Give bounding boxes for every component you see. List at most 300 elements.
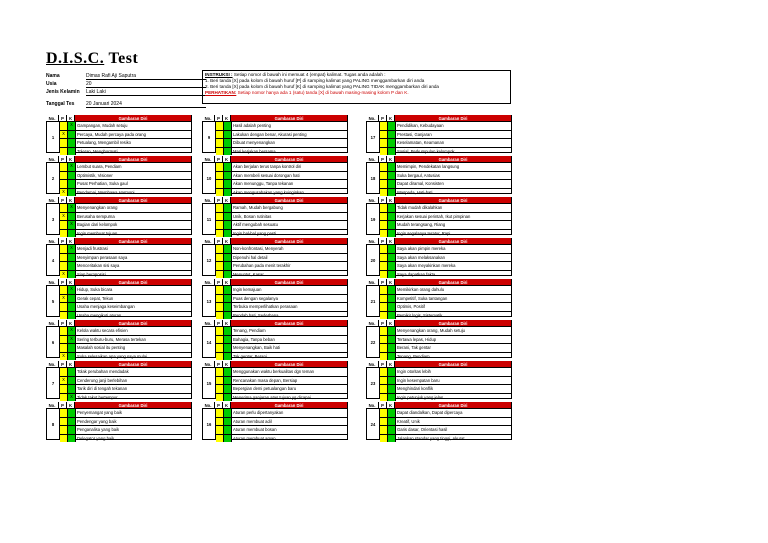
statement-text: Prestasi, Ganjaran bbox=[397, 131, 432, 137]
table-row bbox=[60, 418, 191, 427]
p-cell[interactable] bbox=[60, 303, 68, 311]
k-cell[interactable] bbox=[68, 303, 76, 311]
p-cell[interactable] bbox=[380, 435, 388, 443]
p-cell[interactable] bbox=[216, 426, 224, 434]
p-cell[interactable]: X bbox=[60, 353, 68, 361]
p-cell[interactable] bbox=[380, 245, 388, 253]
p-cell[interactable] bbox=[216, 230, 224, 238]
k-cell[interactable] bbox=[224, 213, 232, 221]
statement-text: Cenderung janji berlebihan bbox=[77, 377, 128, 383]
k-cell[interactable] bbox=[224, 418, 232, 426]
p-cell[interactable] bbox=[216, 172, 224, 180]
k-cell[interactable]: X bbox=[68, 163, 76, 171]
k-cell[interactable] bbox=[388, 139, 396, 147]
k-cell[interactable] bbox=[388, 230, 396, 238]
k-cell[interactable]: X bbox=[68, 204, 76, 212]
k-cell[interactable] bbox=[388, 221, 396, 229]
k-cell[interactable] bbox=[224, 385, 232, 393]
header-no: No. bbox=[366, 361, 379, 367]
table-header bbox=[46, 197, 192, 203]
statement-text: Tenang, Pendiam bbox=[397, 353, 430, 359]
p-cell[interactable] bbox=[60, 245, 68, 253]
k-cell[interactable] bbox=[388, 368, 396, 376]
title-suffix: Test bbox=[104, 50, 139, 67]
header-k: K bbox=[223, 238, 231, 244]
k-cell[interactable] bbox=[388, 180, 396, 188]
p-cell[interactable] bbox=[60, 344, 68, 352]
header-gambaran: Gambaran Diri bbox=[75, 156, 192, 162]
k-cell[interactable] bbox=[224, 303, 232, 311]
p-cell[interactable] bbox=[216, 148, 224, 156]
p-cell[interactable] bbox=[60, 385, 68, 393]
table-row bbox=[60, 385, 191, 394]
header-k: K bbox=[223, 197, 231, 203]
k-cell[interactable]: X bbox=[68, 286, 76, 294]
p-cell[interactable] bbox=[60, 262, 68, 270]
statement-text: Pendengar yang baik bbox=[77, 418, 117, 424]
p-cell[interactable] bbox=[380, 394, 388, 402]
table-row bbox=[216, 394, 347, 402]
table-row bbox=[216, 385, 347, 394]
table-row bbox=[380, 336, 511, 345]
p-cell[interactable] bbox=[60, 327, 68, 335]
table-row bbox=[216, 131, 347, 140]
p-cell[interactable] bbox=[216, 189, 224, 197]
table-row bbox=[216, 303, 347, 312]
p-cell[interactable] bbox=[60, 172, 68, 180]
k-cell[interactable] bbox=[388, 262, 396, 270]
p-cell[interactable] bbox=[216, 353, 224, 361]
k-cell[interactable] bbox=[224, 230, 232, 238]
p-cell[interactable]: X bbox=[60, 213, 68, 221]
k-cell[interactable] bbox=[68, 271, 76, 279]
p-cell[interactable] bbox=[380, 344, 388, 352]
statement-text: Menerima ganjaran atas tujuan yg dicapai bbox=[233, 394, 311, 400]
p-cell[interactable]: X bbox=[60, 131, 68, 139]
header-gambaran: Gambaran Diri bbox=[395, 402, 512, 408]
header-k: K bbox=[223, 115, 231, 121]
header-p: P bbox=[379, 115, 387, 121]
k-cell[interactable] bbox=[388, 418, 396, 426]
k-cell[interactable] bbox=[388, 254, 396, 262]
p-cell[interactable] bbox=[216, 303, 224, 311]
statement-text: Bepergian demi petualangan baru bbox=[233, 386, 297, 391]
k-cell[interactable] bbox=[68, 385, 76, 393]
table-row bbox=[216, 368, 347, 377]
k-cell[interactable] bbox=[68, 262, 76, 270]
p-cell[interactable] bbox=[60, 139, 68, 147]
table-header bbox=[202, 279, 348, 285]
p-cell[interactable]: X bbox=[60, 189, 68, 197]
k-cell[interactable] bbox=[224, 336, 232, 344]
statement-text: Ingin kesempatan baru bbox=[397, 377, 440, 383]
k-cell[interactable] bbox=[388, 271, 396, 279]
k-cell[interactable] bbox=[388, 131, 396, 139]
p-cell[interactable] bbox=[380, 368, 388, 376]
header-no: No. bbox=[202, 279, 215, 285]
p-cell[interactable] bbox=[216, 262, 224, 270]
p-cell[interactable] bbox=[380, 204, 388, 212]
k-cell[interactable] bbox=[68, 148, 76, 156]
k-cell[interactable] bbox=[224, 148, 232, 156]
header-gambaran: Gambaran Diri bbox=[395, 361, 512, 367]
k-cell[interactable] bbox=[68, 189, 76, 197]
header-no: No. bbox=[366, 115, 379, 121]
statement-text: Lembut suara, Pendiam bbox=[77, 164, 122, 169]
k-cell[interactable] bbox=[224, 327, 232, 335]
header-p: P bbox=[215, 279, 223, 285]
k-cell[interactable] bbox=[388, 409, 396, 417]
statement-text: Masalah sosial itu penting bbox=[77, 345, 126, 350]
p-cell[interactable] bbox=[380, 426, 388, 434]
k-cell[interactable] bbox=[224, 189, 232, 197]
k-cell[interactable] bbox=[388, 204, 396, 212]
p-cell[interactable] bbox=[380, 262, 388, 270]
disc-table-9 bbox=[202, 115, 348, 153]
statement-text: Puas dengan segalanya bbox=[233, 295, 278, 301]
p-cell[interactable] bbox=[216, 271, 224, 279]
k-cell[interactable] bbox=[224, 204, 232, 212]
p-cell[interactable]: X bbox=[60, 377, 68, 385]
k-cell[interactable] bbox=[224, 368, 232, 376]
p-cell[interactable] bbox=[60, 204, 68, 212]
k-cell[interactable] bbox=[388, 435, 396, 443]
k-cell[interactable] bbox=[224, 254, 232, 262]
k-cell[interactable] bbox=[68, 409, 76, 417]
k-cell[interactable] bbox=[224, 221, 232, 229]
p-cell[interactable] bbox=[216, 409, 224, 417]
table-row bbox=[60, 409, 191, 418]
statement-text: Memimpin, Pendekatan langsung bbox=[397, 164, 460, 169]
statement-text: Pendidikan, Kebudayaan bbox=[397, 123, 444, 128]
p-cell[interactable] bbox=[216, 295, 224, 303]
table-row bbox=[380, 148, 511, 156]
p-cell[interactable] bbox=[380, 139, 388, 147]
p-cell[interactable] bbox=[380, 409, 388, 417]
instruction-line-1: 1. Beri tanda [X] pada kolom di bawah huruf [P] di samping kalimat yang PALING menggambarkan diri anda bbox=[205, 78, 425, 83]
p-cell[interactable] bbox=[380, 312, 388, 320]
k-cell[interactable] bbox=[68, 368, 76, 376]
header-no: No. bbox=[202, 320, 215, 326]
table-row bbox=[380, 353, 511, 361]
p-cell[interactable] bbox=[60, 336, 68, 344]
k-cell[interactable] bbox=[388, 122, 396, 130]
k-cell[interactable] bbox=[388, 213, 396, 221]
k-cell[interactable] bbox=[224, 353, 232, 361]
k-cell[interactable] bbox=[388, 295, 396, 303]
statement-text: Perubahan pada menit terakhir bbox=[233, 263, 291, 268]
table-row bbox=[60, 139, 191, 148]
k-cell[interactable] bbox=[224, 271, 232, 279]
p-cell[interactable] bbox=[380, 148, 388, 156]
k-cell[interactable] bbox=[224, 312, 232, 320]
p-cell[interactable]: X bbox=[60, 271, 68, 279]
k-cell[interactable] bbox=[68, 377, 76, 385]
p-cell[interactable] bbox=[60, 230, 68, 238]
header-p: P bbox=[379, 238, 387, 244]
p-cell[interactable] bbox=[216, 131, 224, 139]
p-cell[interactable] bbox=[216, 122, 224, 130]
p-cell[interactable] bbox=[216, 435, 224, 443]
header-p: P bbox=[379, 361, 387, 367]
item-number: 7 bbox=[47, 368, 60, 398]
k-cell[interactable] bbox=[68, 172, 76, 180]
p-cell[interactable] bbox=[60, 409, 68, 417]
k-cell[interactable] bbox=[68, 295, 76, 303]
statement-text: Siap beroposisi bbox=[77, 271, 106, 277]
p-cell[interactable] bbox=[216, 327, 224, 335]
p-cell[interactable] bbox=[380, 163, 388, 171]
k-cell[interactable] bbox=[224, 139, 232, 147]
p-cell[interactable] bbox=[60, 148, 68, 156]
k-cell[interactable]: X bbox=[68, 336, 76, 344]
item-number: 13 bbox=[203, 286, 216, 316]
k-cell[interactable] bbox=[388, 148, 396, 156]
k-cell[interactable] bbox=[68, 312, 76, 320]
p-cell[interactable] bbox=[380, 172, 388, 180]
k-cell[interactable] bbox=[388, 245, 396, 253]
p-cell[interactable] bbox=[380, 271, 388, 279]
p-cell[interactable] bbox=[216, 180, 224, 188]
p-cell[interactable] bbox=[216, 254, 224, 262]
header-p: P bbox=[379, 320, 387, 326]
table-row bbox=[60, 131, 191, 140]
p-cell[interactable] bbox=[380, 131, 388, 139]
k-cell[interactable] bbox=[388, 377, 396, 385]
k-cell[interactable] bbox=[68, 213, 76, 221]
k-cell[interactable] bbox=[68, 131, 76, 139]
p-cell[interactable]: X bbox=[60, 295, 68, 303]
p-cell[interactable] bbox=[380, 336, 388, 344]
table-row bbox=[60, 336, 191, 345]
p-cell[interactable] bbox=[380, 254, 388, 262]
k-cell[interactable] bbox=[68, 254, 76, 262]
table-row bbox=[60, 312, 191, 320]
k-cell[interactable] bbox=[224, 262, 232, 270]
statement-text: Hasil adalah penting bbox=[233, 123, 271, 128]
statement-text: Tidak takut bertempur bbox=[77, 394, 118, 400]
p-cell[interactable] bbox=[216, 245, 224, 253]
statement-text: Tarik diri di tengah tekanan bbox=[77, 386, 128, 391]
p-cell[interactable] bbox=[60, 368, 68, 376]
statement-text: Toleran, Menghormati bbox=[77, 148, 118, 154]
k-cell[interactable]: X bbox=[68, 245, 76, 253]
table-row bbox=[216, 245, 347, 254]
header-gambaran: Gambaran Diri bbox=[231, 361, 348, 367]
p-cell[interactable] bbox=[216, 312, 224, 320]
p-cell[interactable] bbox=[216, 286, 224, 294]
k-cell[interactable]: X bbox=[68, 327, 76, 335]
p-cell[interactable] bbox=[380, 213, 388, 221]
table-row bbox=[380, 286, 511, 295]
k-cell[interactable] bbox=[68, 180, 76, 188]
statement-text: Berani, Tak gentar bbox=[397, 345, 431, 350]
statement-text: Saya akan pimpin mereka bbox=[397, 246, 446, 251]
statement-text: Penyemangat yang baik bbox=[77, 410, 122, 415]
p-cell[interactable] bbox=[60, 122, 68, 130]
p-cell[interactable] bbox=[60, 221, 68, 229]
p-cell[interactable] bbox=[60, 312, 68, 320]
table-row bbox=[380, 271, 511, 279]
header-gambaran: Gambaran Diri bbox=[395, 156, 512, 162]
k-cell[interactable] bbox=[224, 295, 232, 303]
p-cell[interactable] bbox=[380, 303, 388, 311]
k-cell[interactable] bbox=[388, 353, 396, 361]
p-cell[interactable] bbox=[380, 221, 388, 229]
table-row bbox=[216, 344, 347, 353]
p-cell[interactable] bbox=[380, 327, 388, 335]
k-cell[interactable] bbox=[388, 344, 396, 352]
k-cell[interactable] bbox=[68, 230, 76, 238]
table-header bbox=[46, 279, 192, 285]
p-cell[interactable] bbox=[380, 180, 388, 188]
statement-text: Ingin otoritas lebih bbox=[397, 369, 431, 374]
p-cell[interactable] bbox=[216, 204, 224, 212]
p-cell[interactable] bbox=[380, 385, 388, 393]
table-row bbox=[380, 122, 511, 131]
k-cell[interactable] bbox=[68, 344, 76, 352]
k-cell[interactable] bbox=[224, 344, 232, 352]
header-k: K bbox=[67, 197, 75, 203]
p-cell[interactable] bbox=[216, 377, 224, 385]
table-row bbox=[60, 163, 191, 172]
statement-text: Pemikir logis, Sistematik bbox=[397, 312, 443, 318]
k-cell[interactable] bbox=[224, 131, 232, 139]
p-cell[interactable] bbox=[216, 394, 224, 402]
k-cell[interactable]: X bbox=[68, 122, 76, 130]
table-row bbox=[60, 213, 191, 222]
k-cell[interactable] bbox=[224, 286, 232, 294]
p-cell[interactable] bbox=[60, 286, 68, 294]
p-cell[interactable] bbox=[380, 122, 388, 130]
table-row bbox=[380, 213, 511, 222]
p-cell[interactable] bbox=[216, 139, 224, 147]
p-cell[interactable] bbox=[216, 418, 224, 426]
item-number: 9 bbox=[203, 122, 216, 152]
k-cell[interactable] bbox=[388, 172, 396, 180]
p-cell[interactable] bbox=[380, 377, 388, 385]
item-number: 8 bbox=[47, 409, 60, 439]
k-cell[interactable] bbox=[388, 312, 396, 320]
header-no: No. bbox=[46, 115, 59, 121]
k-cell[interactable] bbox=[224, 163, 232, 171]
k-cell[interactable] bbox=[388, 385, 396, 393]
p-cell[interactable] bbox=[216, 213, 224, 221]
k-cell[interactable] bbox=[224, 409, 232, 417]
k-cell[interactable] bbox=[224, 180, 232, 188]
k-cell[interactable] bbox=[388, 336, 396, 344]
header-k: K bbox=[387, 115, 395, 121]
table-row bbox=[60, 353, 191, 361]
header-k: K bbox=[387, 402, 395, 408]
k-cell[interactable] bbox=[224, 245, 232, 253]
p-cell[interactable] bbox=[216, 385, 224, 393]
item-number: 19 bbox=[367, 204, 380, 234]
k-cell[interactable] bbox=[68, 435, 76, 443]
k-cell[interactable]: X bbox=[68, 394, 76, 402]
k-cell[interactable] bbox=[224, 394, 232, 402]
header-no: No. bbox=[366, 197, 379, 203]
k-cell[interactable] bbox=[388, 303, 396, 311]
p-cell[interactable] bbox=[216, 368, 224, 376]
p-cell[interactable] bbox=[60, 418, 68, 426]
header-p: P bbox=[215, 115, 223, 121]
statement-text: Saya akan melaksanakan bbox=[397, 254, 445, 260]
p-cell[interactable] bbox=[60, 180, 68, 188]
p-cell[interactable] bbox=[216, 221, 224, 229]
warning-text: Setiap nomor hanya ada 1 (satu) tanda [X] di bawah masing-masing kolom P dan K. bbox=[236, 90, 409, 95]
k-cell[interactable] bbox=[388, 163, 396, 171]
table-row bbox=[380, 230, 511, 238]
table-row bbox=[216, 148, 347, 156]
p-cell[interactable] bbox=[60, 435, 68, 443]
p-cell[interactable] bbox=[216, 336, 224, 344]
instruction-line-2: 2. Beri tanda [X] pada kolom di bawah huruf [K] di samping kalimat yang PALING TIDAK menggambarkan diri anda bbox=[205, 84, 439, 89]
disc-table-8 bbox=[46, 402, 192, 440]
table-row bbox=[380, 312, 511, 320]
p-cell[interactable] bbox=[60, 163, 68, 171]
p-cell[interactable] bbox=[380, 230, 388, 238]
header-gambaran: Gambaran Diri bbox=[231, 197, 348, 203]
k-cell[interactable] bbox=[388, 189, 396, 197]
k-cell[interactable] bbox=[388, 426, 396, 434]
disc-table-7 bbox=[46, 361, 192, 399]
k-cell[interactable] bbox=[388, 394, 396, 402]
header-p: P bbox=[215, 361, 223, 367]
k-cell[interactable] bbox=[224, 435, 232, 443]
statement-text: Menyenangkan orang, Mudah setuju bbox=[397, 328, 465, 333]
statement-text: Mudah terangsang, Riang bbox=[397, 222, 446, 227]
header-no: No. bbox=[46, 238, 59, 244]
p-cell[interactable] bbox=[380, 189, 388, 197]
p-cell[interactable] bbox=[380, 286, 388, 294]
item-number: 2 bbox=[47, 163, 60, 193]
p-cell[interactable] bbox=[60, 394, 68, 402]
table-header bbox=[46, 238, 192, 244]
p-cell[interactable] bbox=[380, 295, 388, 303]
k-cell[interactable] bbox=[68, 418, 76, 426]
k-cell[interactable]: X bbox=[68, 221, 76, 229]
header-p: P bbox=[59, 402, 67, 408]
table-row bbox=[60, 204, 191, 213]
p-cell[interactable] bbox=[60, 426, 68, 434]
table-row bbox=[60, 172, 191, 181]
table-row bbox=[216, 286, 347, 295]
item-number: 18 bbox=[367, 163, 380, 193]
k-cell[interactable] bbox=[68, 139, 76, 147]
k-cell[interactable] bbox=[388, 327, 396, 335]
k-cell[interactable] bbox=[388, 286, 396, 294]
k-cell[interactable] bbox=[224, 122, 232, 130]
item-number: 1 bbox=[47, 122, 60, 152]
header-k: K bbox=[67, 156, 75, 162]
k-cell[interactable] bbox=[68, 426, 76, 434]
table-row bbox=[60, 189, 191, 197]
header-no: No. bbox=[46, 156, 59, 162]
statement-text: Kelola waktu secara efisien bbox=[77, 328, 128, 333]
p-cell[interactable] bbox=[216, 344, 224, 352]
p-cell[interactable] bbox=[380, 353, 388, 361]
statement-text: Akan mengusahakan yang kuinginkan bbox=[233, 189, 304, 195]
table-row bbox=[60, 122, 191, 131]
p-cell[interactable] bbox=[60, 254, 68, 262]
p-cell[interactable] bbox=[380, 418, 388, 426]
k-cell[interactable] bbox=[68, 353, 76, 361]
k-cell[interactable] bbox=[224, 377, 232, 385]
p-cell[interactable] bbox=[216, 163, 224, 171]
k-cell[interactable] bbox=[224, 172, 232, 180]
k-cell[interactable] bbox=[224, 426, 232, 434]
